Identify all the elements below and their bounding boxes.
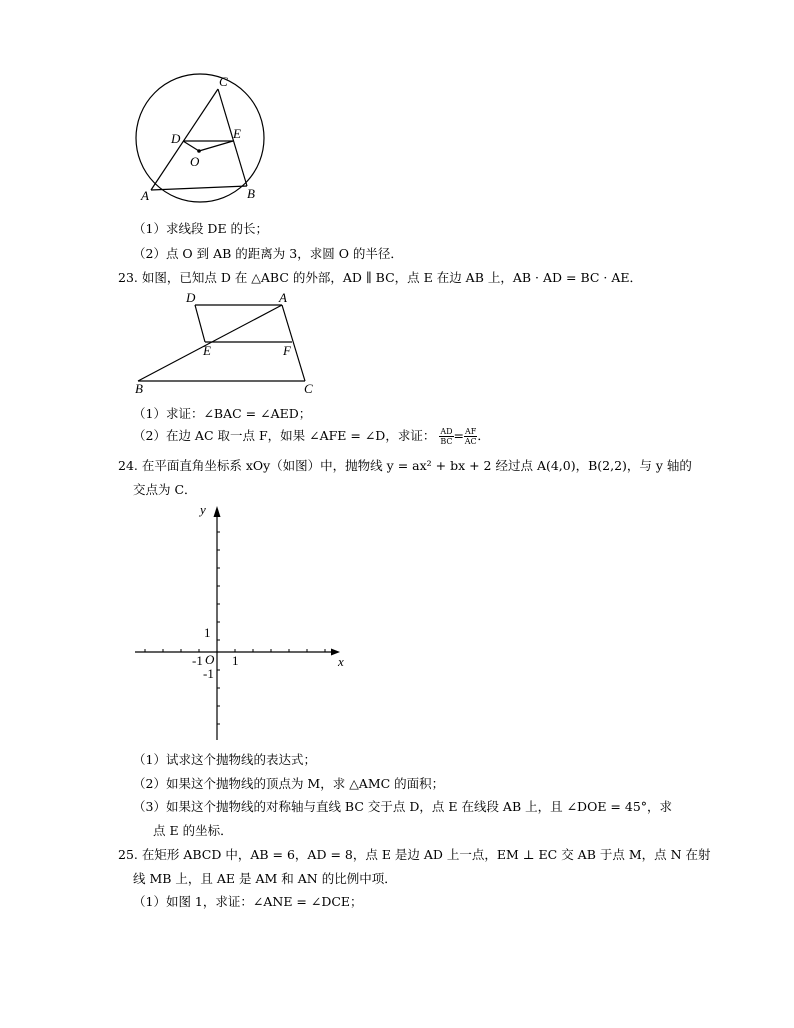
label-a: A [141, 188, 149, 203]
label-e: E [233, 126, 241, 141]
label-e: E [203, 343, 211, 358]
q24-stem-line1: 24. 在平面直角坐标系 xOy（如图）中，抛物线 y = ax² + bx + 2 经过点 A(4,0)，B(2,2)，与 y 轴的 [118, 458, 692, 473]
q25-part1: （1）如图 1，求证：∠ANE = ∠DCE； [133, 894, 363, 909]
q24-part2: （2）如果这个抛物线的顶点为 M，求 △AMC 的面积； [133, 776, 445, 791]
fraction-af-ac-num: AF [465, 427, 477, 436]
fraction-af-ac-den: AC [464, 437, 477, 446]
tick-label-y-neg1: -1 [203, 666, 214, 681]
label-b: B [247, 186, 255, 201]
fraction-ad-bc-num: AD [440, 427, 453, 436]
y-axis-arrow-icon [214, 506, 221, 517]
fraction-equals: = [453, 428, 464, 443]
q25-stem-line2: 线 MB 上，且 AE 是 AM 和 AN 的比例中项． [133, 871, 397, 886]
label-c: C [304, 381, 313, 396]
q24-part3-line2: 点 E 的坐标． [153, 823, 233, 838]
tick-label-x-1: 1 [232, 653, 239, 668]
label-d: D [186, 290, 196, 305]
label-o: O [190, 154, 200, 169]
origin-label: O [205, 652, 215, 667]
q24-stem-line2: 交点为 C． [133, 482, 197, 497]
tick-label-x-neg1: -1 [192, 653, 203, 668]
q23-stem: 23. 如图，已知点 D 在 △ABC 的外部，AD ∥ BC，点 E 在边 AB 上，AB · AD = BC · AE． [118, 270, 643, 285]
label-f: F [283, 343, 291, 358]
q24-part1: （1）试求这个抛物线的表达式； [133, 752, 316, 767]
label-b: B [135, 381, 143, 396]
label-a: A [279, 290, 287, 305]
x-axis-label: x [338, 654, 344, 669]
q23-part2-end: ． [477, 428, 490, 443]
tick-label-y-1: 1 [204, 625, 211, 640]
fraction-ad-bc-den: BC [440, 437, 453, 446]
label-d: D [171, 131, 181, 146]
label-c: C [219, 74, 228, 89]
q22-part2: （2）点 O 到 AB 的距离为 3，求圆 O 的半径． [133, 246, 403, 261]
q23-part2-text: （2）在边 AC 取一点 F，如果 ∠AFE = ∠D，求证： [133, 428, 436, 443]
q25-stem-line1: 25. 在矩形 ABCD 中，AB = 6，AD = 8，点 E 是边 AD 上一点，EM ⊥ EC 交 AB 于点 M，点 N 在射 [118, 847, 711, 862]
q23-part1: （1）求证：∠BAC = ∠AED； [133, 406, 312, 421]
q22-part1: （1）求线段 DE 的长； [133, 221, 269, 236]
q24-part3-line1: （3）如果这个抛物线的对称轴与直线 BC 交于点 D，点 E 在线段 AB 上，且 ∠DOE = 45°，求 [133, 799, 673, 814]
y-axis-label: y [200, 502, 206, 517]
